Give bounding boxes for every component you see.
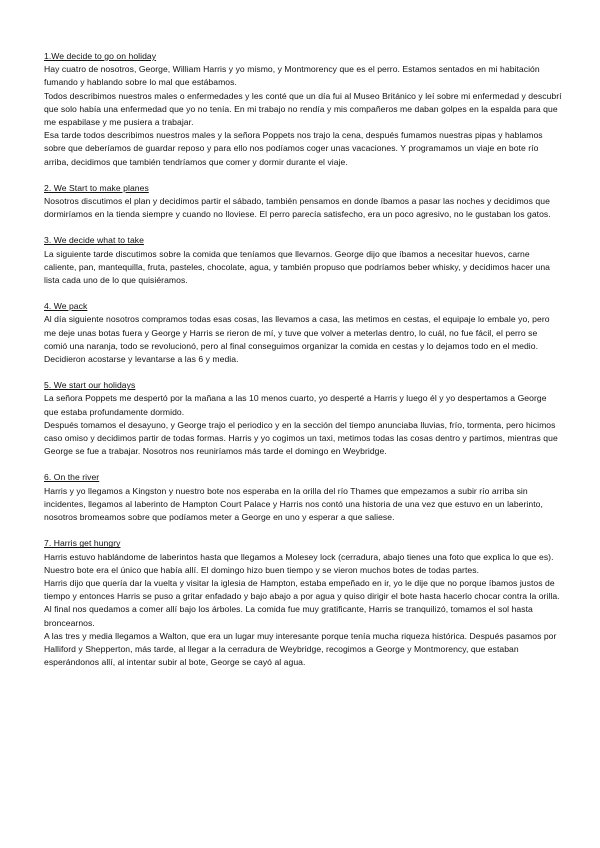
section-heading: 4. We pack — [44, 301, 88, 312]
paragraph: La siguiente tarde discutimos sobre la comida que teníamos que llevarnos. George dijo que íbamos a necesitar huevos, carne caliente, pan, mantequilla, fruta, pasteles, chocolate, agua, y también propuso que podríamos beber whisky, y decidimos hacer una lista cada uno de lo que quisiéramos. — [44, 248, 550, 286]
section-heading: 6. On the river — [44, 472, 100, 483]
section-heading: 5. We start our holidays — [44, 380, 136, 391]
section-6 — [44, 471, 562, 524]
section-heading: 3. We decide what to take — [44, 235, 144, 246]
document-page — [44, 50, 562, 682]
paragraph: Después tomamos el desayuno, y George trajo el periodico y en la sección del tiempo anunciaba lluvias, frío, tormenta, pero hicimos caso omiso y decidimos partir de todas formas. Harris y yo cogimos un taxi, metimos todas las cosas dentro y partimos, mientras que George se fue a trabajar. Nosotros nos reuniríamos más tarde el domingo en Weybridge. — [44, 419, 558, 457]
paragraph: Hay cuatro de nosotros, George, William Harris y yo mismo, y Montmorency que es el perro. Estamos sentados en mi habitación fumando y hablando sobre lo mal que estábamos. — [44, 64, 540, 88]
section-heading: 1.We decide to go on holiday — [44, 51, 157, 61]
paragraph: Esa tarde todos describimos nuestros males y la señora Poppets nos trajo la cena, después fumamos nuestras pipas y hablamos sobre que deberíamos de guardar reposo y para ello nos podíamos coger unas vacaciones. Y programamos un viaje en bote río arriba, decidimos que también tendríamos que comer y dormir durante el viaje. — [44, 130, 543, 167]
paragraph: Harris dijo que quería dar la vuelta y visitar la iglesia de Hampton, estaba empeñado en ir, yo le dije que no porque íbamos justos de tiempo y entonces Harris se puso a gritar enfadado y bajo abajo a por agua y quiso dirigir el bote hasta hacerlo chocar contra la orilla. Al final nos quedamos a comer allí bajo los árboles. La comida fue muy gratificante, Harris se tranquilizó, tomamos el sol hasta broncearnos. — [44, 577, 560, 628]
section-3 — [44, 234, 562, 287]
paragraph: Harris y yo llegamos a Kingston y nuestro bote nos esperaba en la orilla del río Thames que empezamos a subir río arriba sin incidentes, llegamos al laberinto de Hampton Court Palace y Harris nos contó una historia de una vez que estuvo en un laberinto, nosotros bromeamos sobre que podíamos meter a George en uno y esperar a que saliese. — [44, 485, 543, 523]
paragraph: Nuestro bote era el único que había allí. El domingo hizo buen tiempo y se vieron muchos botes de todas partes. — [44, 564, 480, 575]
section-5 — [44, 379, 562, 458]
paragraph: A las tres y media llegamos a Walton, que era un lugar muy interesante porque tenía mucha riqueza histórica. Después pasamos por Halliford y Shepperton, más tarde, al llegar a la cerradura de Weybridge, recogimos a George y Montmorency, que estaban esperándonos allí, al intentar subir al bote, George se cayó al agua. — [44, 630, 557, 668]
section-heading: 7. Harris get hungry — [44, 538, 121, 549]
paragraph: Harris estuvo hablándome de laberintos hasta que llegamos a Molesey lock (cerradura, abajo tienes una foto que explica lo que es). — [44, 551, 554, 562]
paragraph: Todos describimos nuestros males o enfermedades y les conté que un día fui al Museo Británico y leí sobre mi enfermedad y descubrí que solo había una enfermedad que yo no tenía. En mi trabajo no rendía y mis compañeros me daban golpes en la espalda para que me espabilase y me pusiera a trabajar. — [44, 90, 562, 128]
section-1 — [44, 50, 562, 169]
section-4 — [44, 300, 562, 366]
section-2 — [44, 182, 562, 222]
paragraph: Nosotros discutimos el plan y decidimos partir el sábado, también pensamos en donde íbamos a pasar las noches y decidimos que dormiríamos en la tienda siempre y cuando no lloviese. El perro parecía satisfecho, era un poco agresivo, no le gustaban los gatos. — [44, 196, 551, 220]
section-heading: 2. We Start to make planes — [44, 182, 149, 193]
paragraph: La señora Poppets me despertó por la mañana a las 10 menos cuarto, yo desperté a Harris y luego él y yo despertamos a George que estaba profundamente dormido. — [44, 393, 547, 417]
section-7 — [44, 537, 562, 669]
paragraph: Al día siguiente nosotros compramos todas esas cosas, las llevamos a casa, las metimos en cestas, el equipaje lo embale yo, pero me deje unas botas fuera y George y Harris se rieron de mí, y tuve que volver a meterlas dentro, lo cuál, no fue fácil, el perro se comió una naranja, todo se revolucionó, pero al final conseguimos organizar la comida en cestas y lo dejamos todo en el medio. — [44, 314, 550, 351]
paragraph: Decidieron acostarse y levantarse a las 6 y media. — [44, 354, 239, 365]
